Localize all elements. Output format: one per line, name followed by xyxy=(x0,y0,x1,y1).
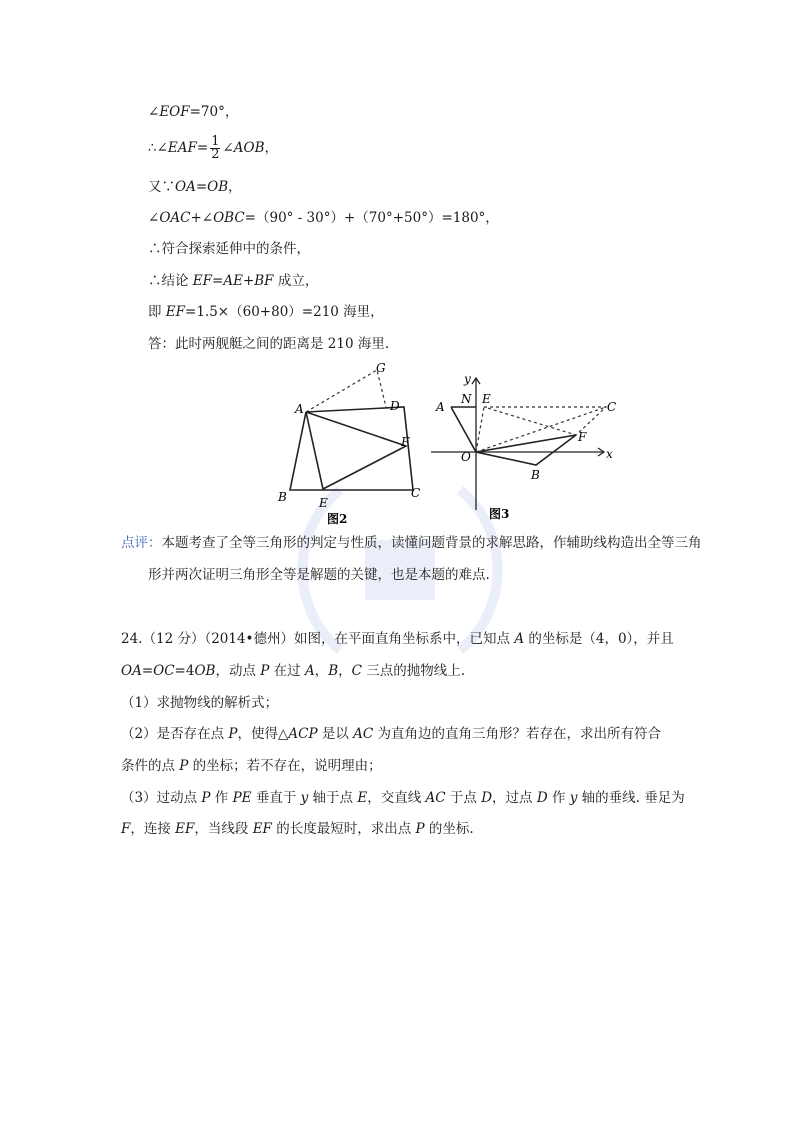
solution-line-7: 即 EF=1.5×（60+80）=210 海里， xyxy=(148,304,384,320)
fig3-label-c: C xyxy=(607,400,617,414)
fig3-label-y: y xyxy=(464,372,471,386)
question-1: （1）求抛物线的解析式； xyxy=(121,695,279,711)
question-2-line-2: 条件的点 P 的坐标；若不存在，说明理由； xyxy=(121,758,382,774)
comment-line-1: 点评：本题考查了全等三角形的判定与性质，读懂问题背景的求解思路，作辅助线构造出全等三角 xyxy=(121,535,702,551)
solution-answer: 答：此时两舰艇之间的距离是 210 海里. xyxy=(148,336,390,352)
fig2-label-d: D xyxy=(390,399,400,413)
fraction-half: $\frac{1}{2}$ xyxy=(211,134,220,162)
fig2-label-a: A xyxy=(295,402,304,416)
fig3-label-o: O xyxy=(461,450,471,464)
fig3-label-b: B xyxy=(531,468,540,482)
solution-line-4: ∠OAC+∠OBC=（90° - 30°）+（70°+50°）=180°， xyxy=(148,210,499,226)
fig2-label-g: G xyxy=(376,361,386,375)
question-2-line-1: （2）是否存在点 P，使得△ACP 是以 AC 为直角边的直角三角形？若存在，求出所有符合 xyxy=(121,726,662,742)
solution-line-1: ∠EOF=70°， xyxy=(148,104,239,120)
comment-tag: 点评： xyxy=(121,535,162,551)
fig2-label-c: C xyxy=(411,486,421,500)
comment-line-2: 形并两次证明三角形全等是解题的关键，也是本题的难点. xyxy=(148,567,490,583)
fig2-label-f: F xyxy=(401,435,410,449)
fig3-label-a: A xyxy=(436,400,445,414)
figure-3-axes xyxy=(431,378,604,510)
figure-2-diagram xyxy=(270,360,440,530)
figure-3-diagram xyxy=(426,365,626,525)
fig3-label-e: E xyxy=(482,392,491,406)
question-3-line-1: （3）过动点 P 作 PE 垂直于 y 轴于点 E，交直线 AC 于点 D，过点 D 作 y 轴的垂线. 垂足为 xyxy=(121,790,685,806)
fig3-caption: 图3 xyxy=(489,507,510,521)
solution-line-6: ∴结论 EF=AE+BF 成立， xyxy=(148,273,319,289)
figure-2-dashed-lines xyxy=(306,370,386,412)
solution-line-2: ∴∠EAF= $\frac{1}{2}$ ∠AOB， xyxy=(148,134,279,162)
fig2-caption: 图2 xyxy=(327,512,348,526)
figure-3-dashed-lines xyxy=(476,407,606,452)
problem-24-header: 24.（12 分）（2014•德州）如图，在平面直角坐标系中，已知点 A 的坐标是（4，0），并且 xyxy=(121,631,674,647)
fig3-label-f: F xyxy=(578,430,587,444)
fig2-label-b: B xyxy=(278,490,287,504)
fig3-label-x: x xyxy=(606,447,613,461)
fig2-label-e: E xyxy=(319,496,328,510)
solution-line-3: 又∵OA=OB， xyxy=(148,179,242,195)
problem-24-header-line-2: OA=OC=4OB，动点 P 在过 A，B，C 三点的抛物线上. xyxy=(121,663,466,679)
figure-2-solid-lines xyxy=(290,407,413,490)
question-3-line-2: F，连接 EF，当线段 EF 的长度最短时，求出点 P 的坐标. xyxy=(121,821,474,837)
fig3-label-n: N xyxy=(461,392,472,406)
solution-line-5: ∴符合探索延伸中的条件， xyxy=(148,241,310,257)
